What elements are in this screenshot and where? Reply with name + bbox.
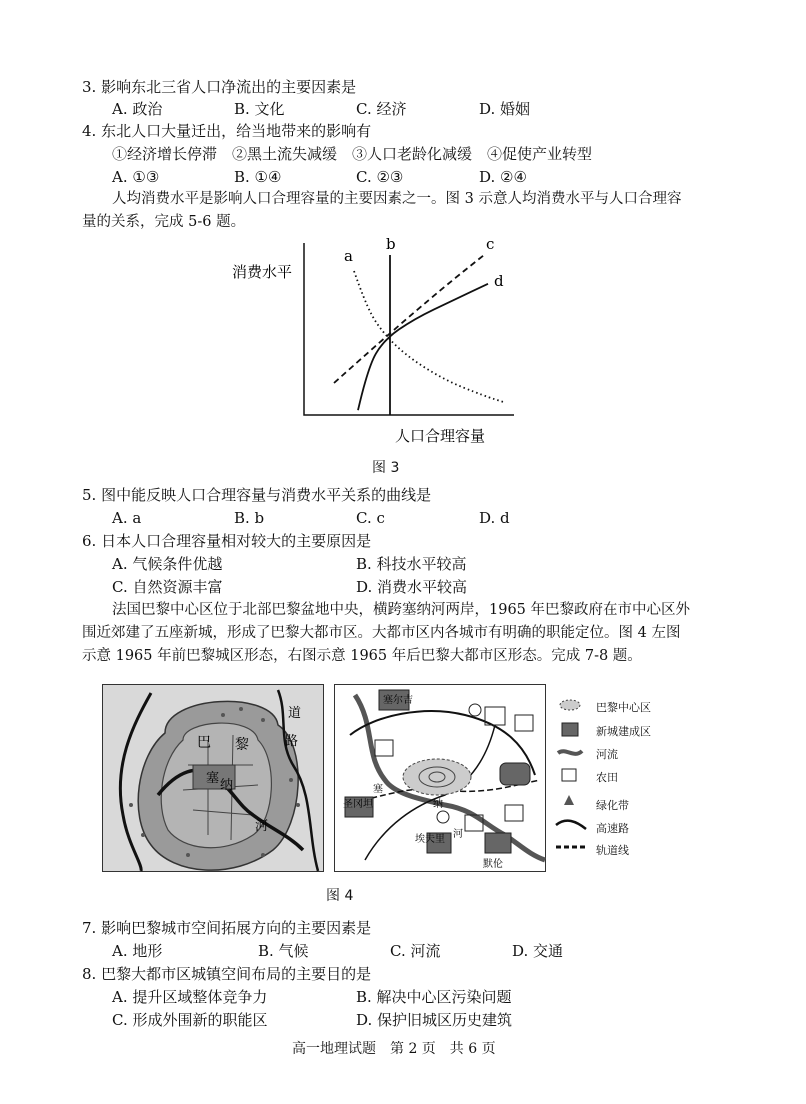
- q8-option-d: D. 保护旧城区历史建筑: [356, 1011, 513, 1029]
- q8-stem: 8. 巴黎大都市区城镇空间布局的主要目的是: [82, 965, 372, 983]
- map-left: [102, 684, 324, 872]
- q6-option-c: C. 自然资源丰富: [112, 578, 223, 596]
- page-footer: 高一地理试题 第 2 页 共 6 页: [292, 1041, 496, 1057]
- map-right-drawing: [335, 685, 545, 871]
- q4-option-c: C. ②③: [356, 168, 404, 186]
- q7-option-a: A. 地形: [112, 942, 163, 960]
- q4-items: ①经济增长停滞 ②黑土流失减缓 ③人口老龄化减缓 ④促使产业转型: [112, 145, 593, 163]
- figure-3-caption: 图 3: [372, 460, 400, 476]
- q5-option-a: A. a: [112, 509, 142, 527]
- map-right-label-saierji: 塞尔吉: [383, 695, 413, 706]
- legend-river-icon: [558, 751, 582, 754]
- intro-78-line2: 围近郊建了五座新城，形成了巴黎大都市区。大都市区内各城市有明确的职能定位。图 4 左图: [82, 625, 681, 641]
- q7-option-d: D. 交通: [512, 942, 564, 960]
- intro-56-line2: 量的关系，完成 5-6 题。: [82, 214, 246, 230]
- intro-78-line1: 法国巴黎中心区位于北部巴黎盆地中央，横跨塞纳河两岸，1965 年巴黎政府在市中心区外: [112, 602, 691, 618]
- legend-label-highway: 高速路: [596, 822, 629, 835]
- legend-symbols: [552, 695, 592, 865]
- map-right: [334, 684, 546, 872]
- map-right-label-na: 纳: [433, 799, 443, 810]
- map-left-drawing: [103, 685, 323, 871]
- q3-option-b: B. 文化: [234, 100, 285, 118]
- q6-option-a: A. 气候条件优越: [112, 555, 223, 573]
- legend-label-railway: 轨道线: [596, 844, 629, 857]
- q5-option-b: B. b: [234, 509, 265, 527]
- map-right-label-molun: 默伦: [483, 859, 503, 870]
- q8-option-c: C. 形成外围新的职能区: [112, 1011, 268, 1029]
- chart-series: [334, 235, 504, 415]
- q4-option-d: D. ②④: [479, 168, 527, 186]
- q4-stem: 4. 东北人口大量迁出，给当地带来的影响有: [82, 122, 372, 140]
- map-left-label-lu: 路: [285, 734, 299, 749]
- map-right-label-he: 河: [453, 829, 463, 840]
- series-label-a: a: [344, 247, 353, 265]
- legend-center-icon: [560, 700, 580, 710]
- legend-highway-icon: [556, 821, 586, 829]
- x-axis-label: 人口合理容量: [395, 427, 486, 445]
- legend-label-greenbelt: 绿化带: [596, 799, 629, 812]
- legend-farmland-icon: [562, 769, 576, 781]
- map-right-label-shenggangtan: 圣冈坦: [343, 799, 373, 810]
- q6-option-d: D. 消费水平较高: [356, 578, 468, 596]
- legend-label-river: 河流: [596, 748, 618, 761]
- series-line-a: [354, 271, 504, 402]
- map-left-label-dao: 道: [288, 706, 302, 721]
- map-left-label-he: 河: [255, 819, 269, 834]
- series-label-d: d: [494, 271, 504, 290]
- series-line-c: [334, 255, 484, 383]
- intro-78-line3: 示意 1965 年前巴黎城区形态，右图示意 1965 年后巴黎大都市区形态。完成 7-8 题。: [82, 648, 642, 664]
- q3-stem: 3. 影响东北三省人口净流出的主要因素是: [82, 78, 357, 96]
- series-line-d: [358, 284, 488, 410]
- map-left-label-na: 纳: [220, 778, 234, 793]
- q8-option-a: A. 提升区域整体竞争力: [112, 988, 268, 1006]
- q5-option-c: C. c: [356, 509, 385, 527]
- q4-option-a: A. ①③: [112, 168, 160, 186]
- map-left-label-ba: 巴: [197, 735, 211, 751]
- intro-56-line1: 人均消费水平是影响人口合理容量的主要因素之一。图 3 示意人均消费水平与人口合理容: [112, 191, 682, 207]
- q3-option-a: A. 政治: [112, 100, 163, 118]
- q3-option-c: C. 经济: [356, 100, 407, 118]
- q5-stem: 5. 图中能反映人口合理容量与消费水平关系的曲线是: [82, 486, 432, 504]
- series-label-b: b: [386, 235, 396, 253]
- q7-stem: 7. 影响巴黎城市空间拓展方向的主要因素是: [82, 919, 372, 937]
- map-left-label-li: 黎: [235, 737, 249, 753]
- q5-option-d: D. d: [479, 509, 510, 527]
- map-left-label-sai: 塞: [206, 771, 220, 786]
- q6-stem: 6. 日本人口合理容量相对较大的主要原因是: [82, 532, 372, 550]
- legend-label-center: 巴黎中心区: [596, 701, 651, 714]
- legend-label-newtown: 新城建成区: [596, 725, 651, 738]
- legend-label-farmland: 农田: [596, 771, 618, 784]
- chart-axes: [304, 243, 514, 415]
- map-right-label-aifuli: 埃夫里: [415, 834, 445, 845]
- map-right-label-sai: 塞: [373, 784, 383, 795]
- q8-option-b: B. 解决中心区污染问题: [356, 988, 512, 1006]
- legend-newtown-icon: [562, 723, 578, 736]
- q7-option-b: B. 气候: [258, 942, 309, 960]
- figure-3-chart: [220, 235, 540, 455]
- y-axis-label: 消费水平: [232, 263, 293, 281]
- q7-option-c: C. 河流: [390, 942, 441, 960]
- legend-greenbelt-icon: [564, 795, 574, 805]
- q6-option-b: B. 科技水平较高: [356, 555, 467, 573]
- q4-option-b: B. ①④: [234, 168, 282, 186]
- chart-axis-lines: [304, 243, 514, 415]
- series-label-c: c: [486, 235, 495, 253]
- q3-option-d: D. 婚姻: [479, 100, 531, 118]
- figure-4-caption: 图 4: [326, 888, 354, 904]
